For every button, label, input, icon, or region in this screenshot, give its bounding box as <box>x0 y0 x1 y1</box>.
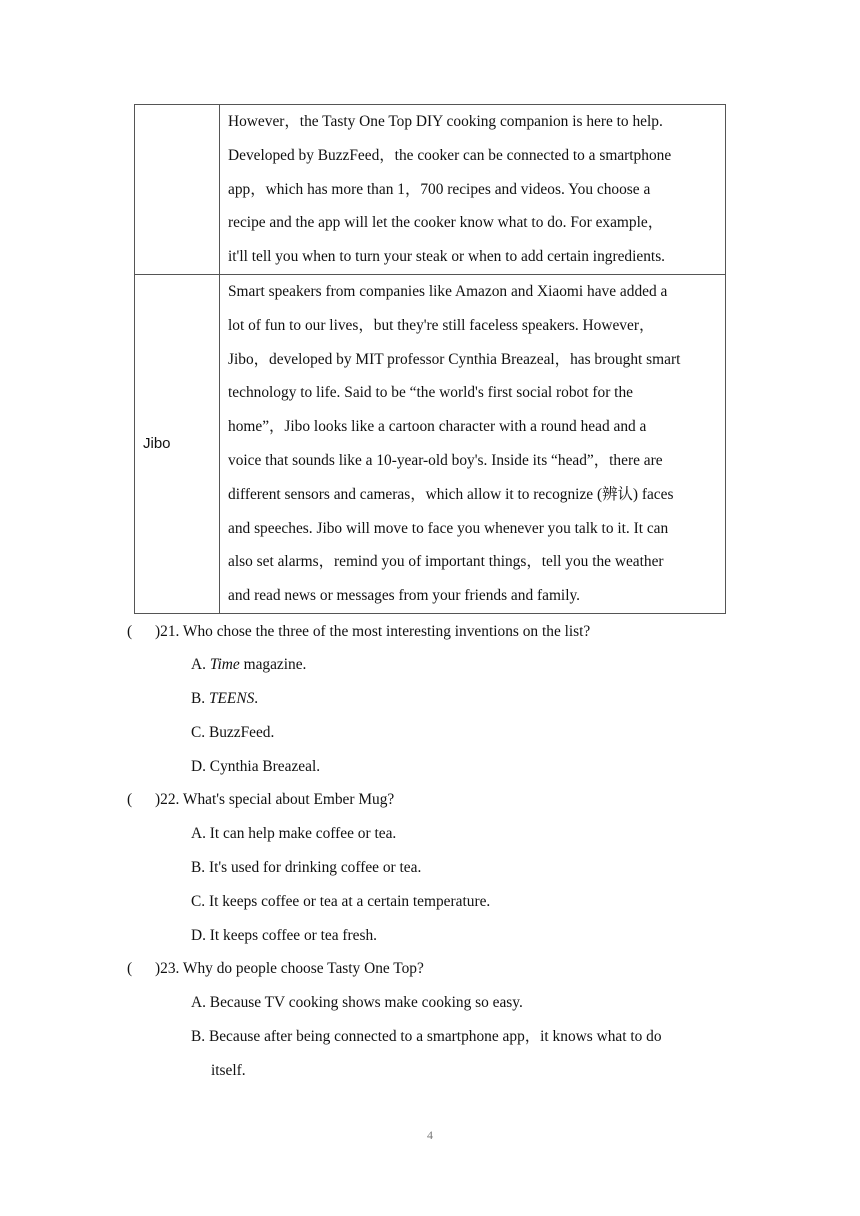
option-italic-text: TEENS <box>208 690 255 707</box>
option-d: D. Cynthia Breazeal. <box>191 758 321 775</box>
option-b <box>191 689 258 709</box>
question-stem: )21. Who chose the three of the most interesting inventions on the list? <box>155 623 591 640</box>
answer-blank[interactable]: ( <box>127 791 133 808</box>
option-d: D. It keeps coffee or tea fresh. <box>191 927 378 944</box>
question-22 <box>127 790 394 810</box>
description-line: Developed by BuzzFeed，the cooker can be connected to a smartphone <box>228 146 672 164</box>
description-line: home”，Jibo looks like a cartoon character with a round head and a <box>228 418 647 436</box>
answer-blank[interactable]: ( <box>127 623 133 640</box>
description-line: Jibo，developed by MIT professor Cynthia Breazeal，has brought smart <box>228 350 681 368</box>
option-label: A. <box>191 656 210 673</box>
option-c: C. BuzzFeed. <box>191 724 275 741</box>
inventions-table <box>134 104 726 614</box>
option-b-continuation: itself. <box>211 1062 246 1079</box>
option-a: A. Because TV cooking shows make cooking so easy. <box>191 994 523 1011</box>
table-row <box>135 274 726 613</box>
question-23 <box>127 959 424 979</box>
description-line: different sensors and cameras，which allow it to recognize (辨认) faces <box>228 485 674 503</box>
invention-description-cell <box>220 274 726 613</box>
table-row <box>135 105 726 275</box>
question-stem: )23. Why do people choose Tasty One Top? <box>155 960 424 977</box>
invention-description-cell <box>220 105 726 275</box>
invention-name-cell: Jibo <box>135 274 220 613</box>
option-text: magazine. <box>239 656 307 673</box>
description-line: Smart speakers from companies like Amazon and Xiaomi have added a <box>228 282 668 300</box>
option-a <box>191 655 306 675</box>
description-line: app，which has more than 1，700 recipes and videos. You choose a <box>228 180 651 198</box>
option-b: B. Because after being connected to a smartphone app，it knows what to do <box>191 1028 662 1045</box>
option-c: C. It keeps coffee or tea at a certain temperature. <box>191 893 491 910</box>
description-line: lot of fun to our lives，but they're still faceless speakers. However， <box>228 316 655 334</box>
option-italic-text: Time <box>209 656 240 673</box>
option-b: B. It's used for drinking coffee or tea. <box>191 859 422 876</box>
description-line: recipe and the app will let the cooker know what to do. For example， <box>228 214 664 232</box>
option-label: B. <box>191 690 209 707</box>
description-line: and speeches. Jibo will move to face you whenever you talk to it. It can <box>228 519 669 537</box>
description-line: technology to life. Said to be “the world's first social robot for the <box>228 384 633 402</box>
description-line: and read news or messages from your friends and family. <box>228 587 581 605</box>
answer-blank[interactable]: ( <box>127 960 133 977</box>
description-line: it'll tell you when to turn your steak or when to add certain ingredients. <box>228 248 666 266</box>
option-a: A. It can help make coffee or tea. <box>191 825 397 842</box>
description-line: However，the Tasty One Top DIY cooking companion is here to help. <box>228 113 663 130</box>
page-number: 4 <box>427 1128 433 1142</box>
question-stem: )22. What's special about Ember Mug? <box>155 791 395 808</box>
option-text: . <box>254 690 259 707</box>
invention-name-cell <box>135 105 220 275</box>
description-line: also set alarms，remind you of important things，tell you the weather <box>228 553 664 571</box>
question-21 <box>127 622 590 642</box>
description-line: voice that sounds like a 10-year-old boy's. Inside its “head”，there are <box>228 451 663 469</box>
